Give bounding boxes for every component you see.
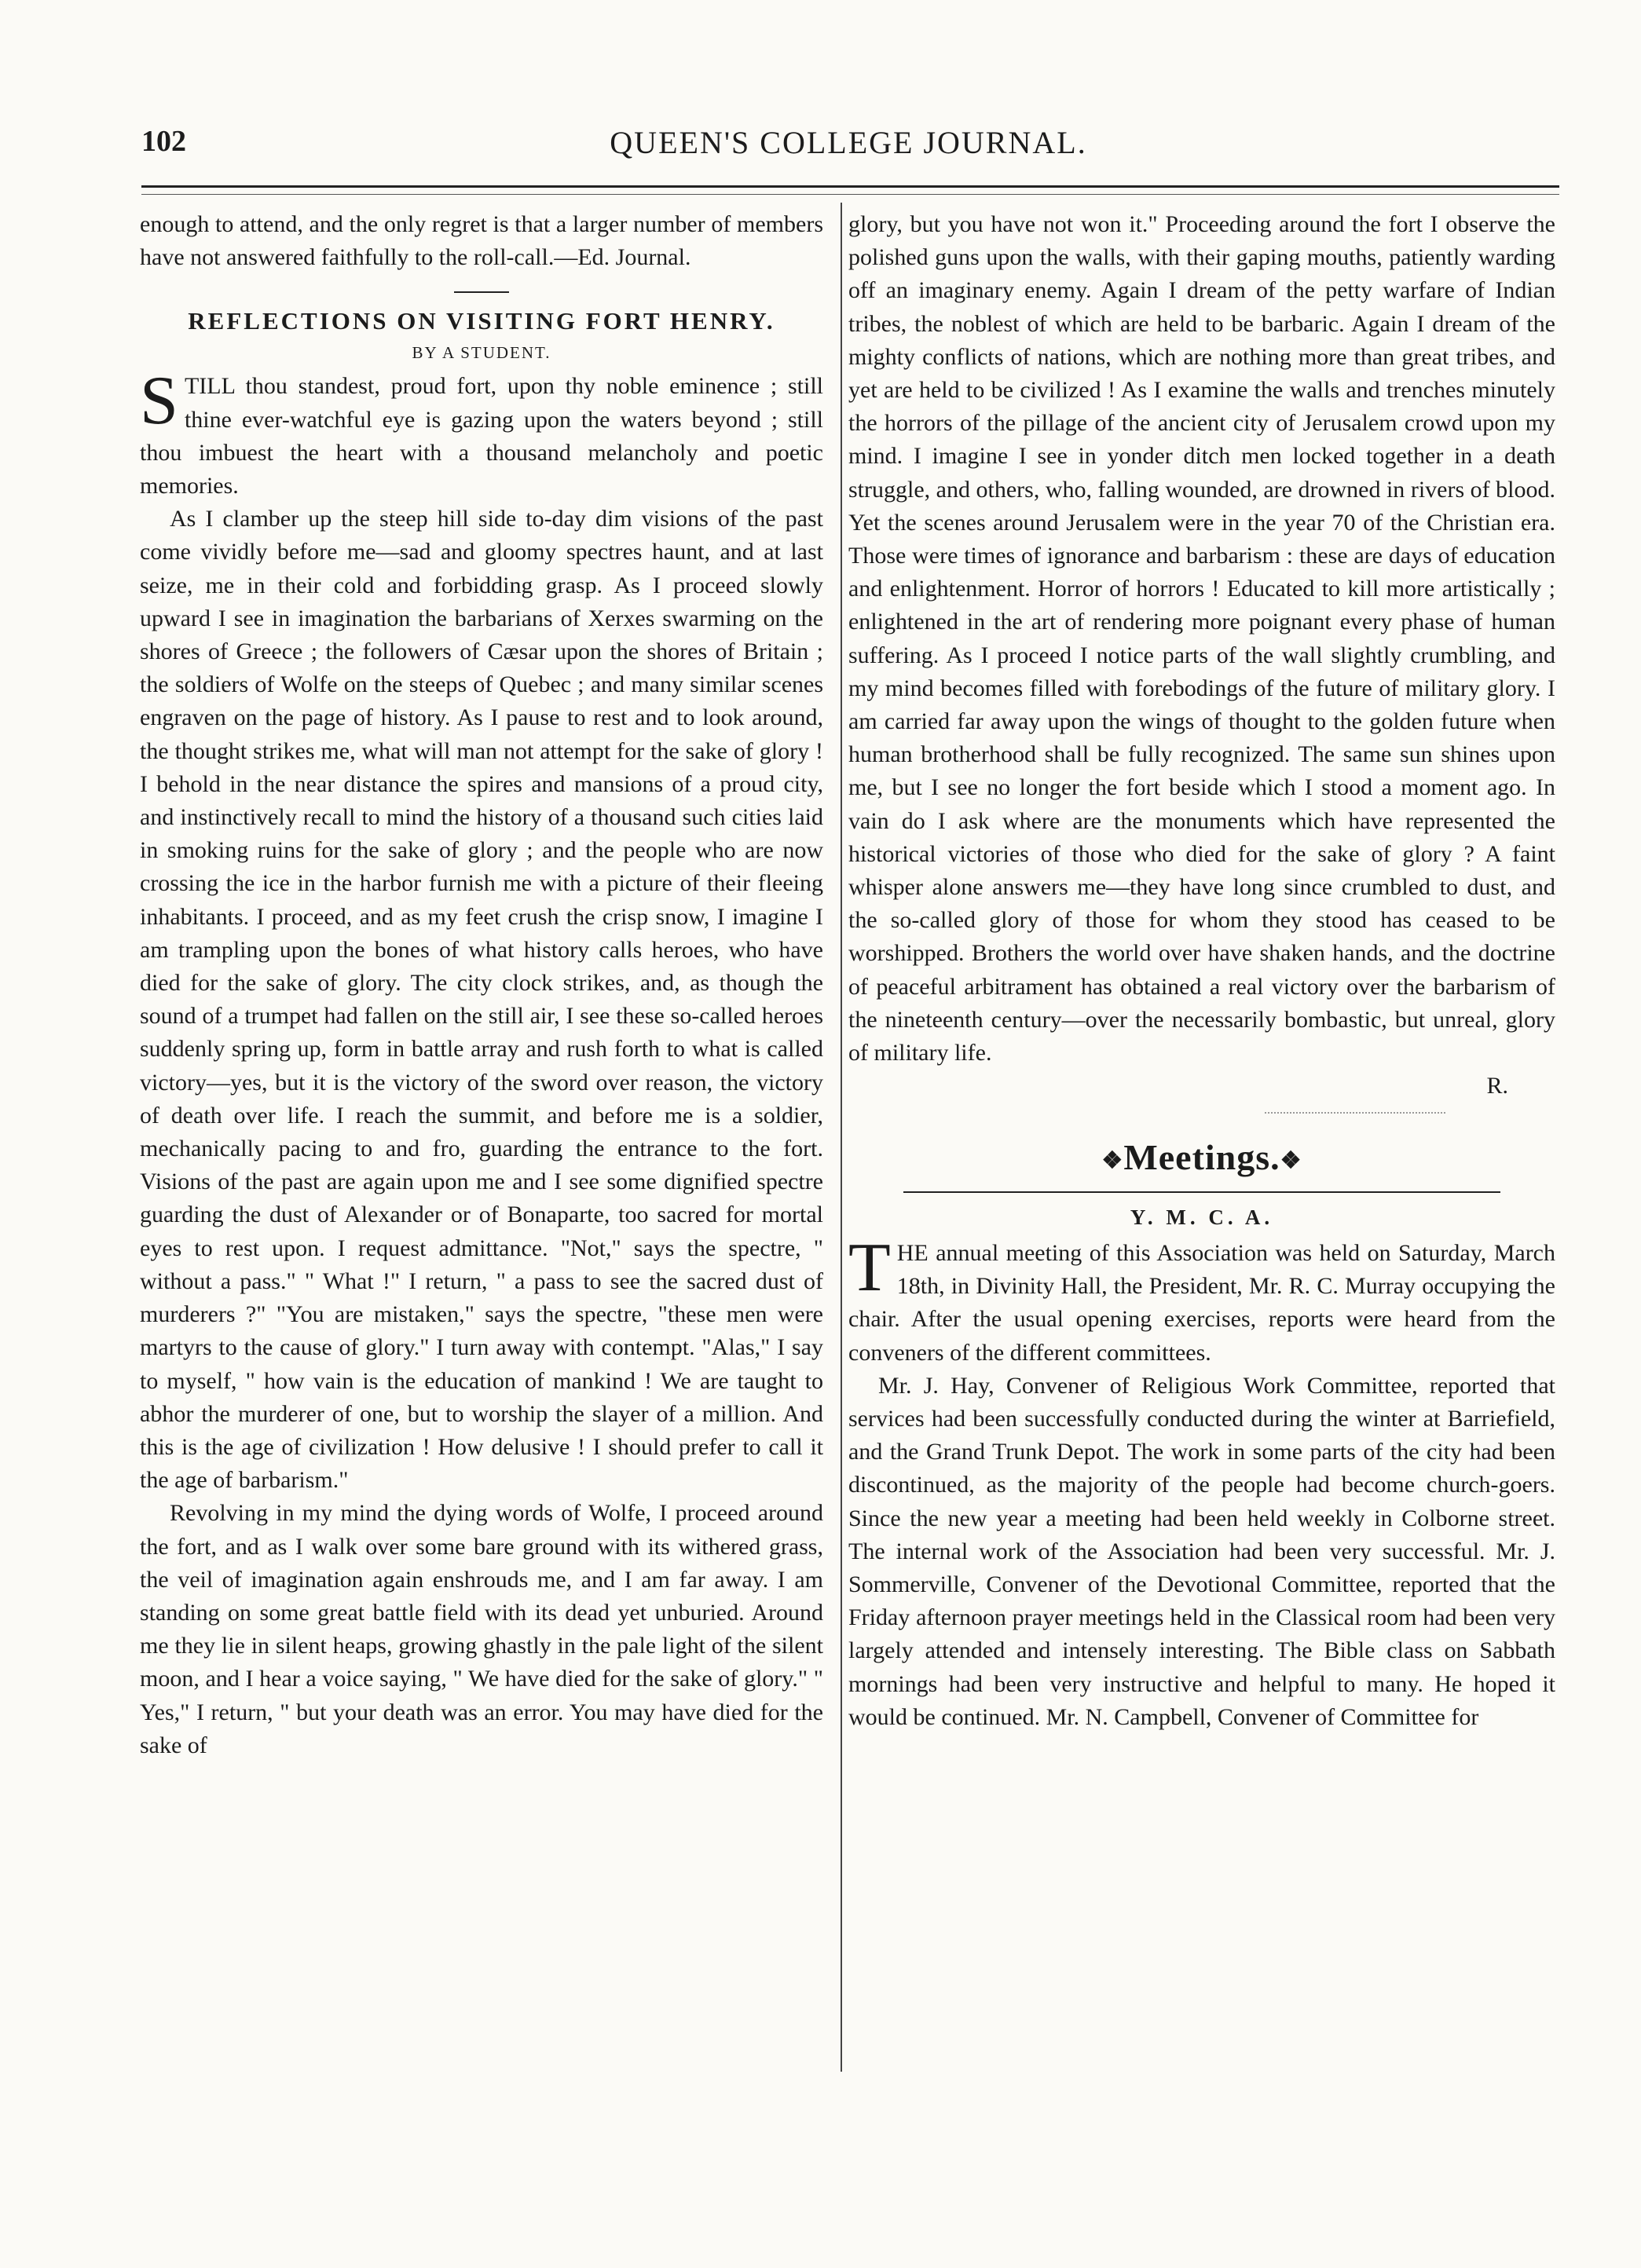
section-title: Meetings. xyxy=(1123,1137,1280,1178)
article-separator xyxy=(454,291,509,293)
dropcap: T xyxy=(848,1229,891,1306)
ornament-left-icon: ❖ xyxy=(1101,1147,1124,1174)
header-rule-thin xyxy=(141,194,1559,195)
meeting-paragraph xyxy=(848,1229,1555,1370)
meeting-paragraph-text: HE annual meeting of this Association was held on Saturday, March 18th, in Divinity Hall, the President, Mr. R. C. Murray occupying the chair. After the usual opening exercises, reports were heard from the conveners of the different committees. xyxy=(848,1239,1555,1366)
dropcap: S xyxy=(140,363,178,440)
subsection-title: Y. M. C. A. xyxy=(1130,1205,1274,1229)
meeting-paragraph: Mr. J. Hay, Convener of Religious Work Committee, reported that services had been successfully conducted during the winter at Barriefield, and the Grand Trunk Depot. The work in some parts of the city had been discontinued, as the majority of the people had become church-goers. Since the new year a meeting had been held weekly in Colborne street. The internal work of the Association had been very successful. Mr. J. Sommerville, Convener of the Devotional Committee, reported that the Friday afternoon prayer meetings held in the Classical room had been very largely attended and intensely interesting. The Bible class on Sabbath mornings had been very instructive and helpful to many. He hoped it would be continued. Mr. N. Campbell, Convener of Committee for xyxy=(848,1372,1555,1730)
article-paragraph: Revolving in my mind the dying words of Wolfe, I proceed around the fort, and as I walk over some bare ground with its withered grass, the veil of imagination again enshrouds me, and I am far away. I am standing on some great battle field with its dead yet unburied. Around me they lie in silent heaps, growing ghastly in the pale light of the silent moon, and I hear a voice saying, " We have died for the sake of glory." " Yes," I return, " but your death was an error. You may have died for the sake of xyxy=(140,1500,823,1758)
article-byline: BY A STUDENT. xyxy=(412,343,551,363)
left-column xyxy=(140,208,823,1762)
article-signature: R. xyxy=(1486,1073,1508,1099)
article-title: REFLECTIONS ON VISITING FORT HENRY. xyxy=(188,307,775,335)
article-paragraph: As I clamber up the steep hill side to-day dim visions of the past come vividly before me—sad and gloomy spectres haunt, and at last seize, me in their cold and forbidding grasp. As I proceed slowly upward I see in imagination the barbarians of Xerxes swarming on the shores of Greece ; the followers of Cæsar upon the shores of Britain ; the soldiers of Wolfe on the steeps of Quebec ; and many similar scenes engraven on the page of history. As I pause to rest and to look around, the thought strikes me, what will man not attempt for the sake of glory ! I behold in the near distance the spires and mansions of a proud city, and instinctively recall to mind the history of a thousand such cities laid in smoking ruins for the sake of glory ; and the people who are now crossing the ice in the harbor furnish me with a picture of their fleeing inhabitants. I proceed, and as my feet crush the crisp snow, I imagine I am trampling upon the bones of what history calls heroes, who have died for the sake of glory. The city clock strikes, and, as though the sound of a trumpet had fallen on the still air, I see these so-called heroes suddenly spring up, form in battle array and rush forth to what is called victory—yes, but it is the victory of the sword over reason, the victory of death over life. I reach the summit, and before me is a soldier, mechanically pacing to and fro, guarding the entrance to the fort. Visions of the past are again upon me and I see some dignified spectre guarding the dust of Alexander or of Bonaparte, too sacred for mortal eyes to rest upon. I request admittance. "Not," says the spectre, " without a pass." " What !" I return, " a pass to see the sacred dust of murderers ?" "You are mistaken," says the spectre, "these men were martyrs to the cause of glory." I turn away with contempt. "Alas," I say to myself, " how vain is the education of mankind ! We are taught to abhor the murderer of one, but to worship the slayer of a million. And this is the age of civilization ! How delusive ! I should prefer to call it the age of barbarism." xyxy=(140,506,823,1494)
journal-title: QUEEN'S COLLEGE JOURNAL. xyxy=(610,125,1087,160)
ornament-right-icon: ❖ xyxy=(1280,1147,1302,1174)
header-rule xyxy=(141,185,1559,188)
article-paragraph xyxy=(140,363,823,503)
section-rule xyxy=(903,1191,1500,1193)
dotted-separator xyxy=(1265,1112,1445,1114)
article-continued: glory, but you have not won it." Proceeding around the fort I observe the polished guns upon the walls, with their gaping mouths, patiently warding off an imaginary enemy. Again I dream of the petty warfare of Indian tribes, the noblest of which are held to be barbaric. Again I dream of the mighty conflicts of nations, which are nothing more than great tribes, and yet are held to be civilized ! As I examine the walls and trenches minutely the horrors of the pillage of the ancient city of Jerusalem crowd upon my mind. I imagine I see in yonder ditch men locked together in a death struggle, and others, who, falling wounded, are drowned in rivers of blood. Yet the scenes around Jerusalem were in the year 70 of the Christian era. Those were times of ignorance and barbarism : these are days of education and enlightenment. Horror of horrors ! Educated to kill more artistically ; enlightened in the art of rendering more poignant every phase of human suffering. As I proceed I notice parts of the wall slightly crumbling, and my mind becomes filled with forebodings of the future of military glory. I am carried far away upon the wings of thought to the golden future when human brotherhood shall be fully recognized. The same sun shines upon me, but I see no longer the fort beside which I stood a moment ago. In vain do I ask where are the monuments which have represented the historical victories of those who died for the sake of glory ? A faint whisper alone answers me—they have long since crumbled to dust, and the so-called glory of those for whom they stood has ceased to be worshipped. Brothers the world over have shaken hands, and the doctrine of peaceful arbitrament has obtained a real victory over the barbarism of the nineteenth century—over the necessarily bombastic, but unreal, glory of military life. xyxy=(848,211,1555,1066)
carryover-paragraph: enough to attend, and the only regret is that a larger number of members have not answered faithfully to the roll-call.—Ed. Journal. xyxy=(140,211,823,271)
column-divider xyxy=(841,203,842,2072)
page-number: 102 xyxy=(141,125,186,158)
right-column xyxy=(848,208,1555,1734)
page-header xyxy=(141,124,1555,179)
section-heading xyxy=(848,1134,1555,1184)
article-paragraph-text: TILL thou standest, proud fort, upon thy noble eminence ; still thine ever-watchful eye is gazing upon the waters beyond ; still thou imbuest the heart with a thousand melancholy and poetic memories. xyxy=(140,373,823,499)
